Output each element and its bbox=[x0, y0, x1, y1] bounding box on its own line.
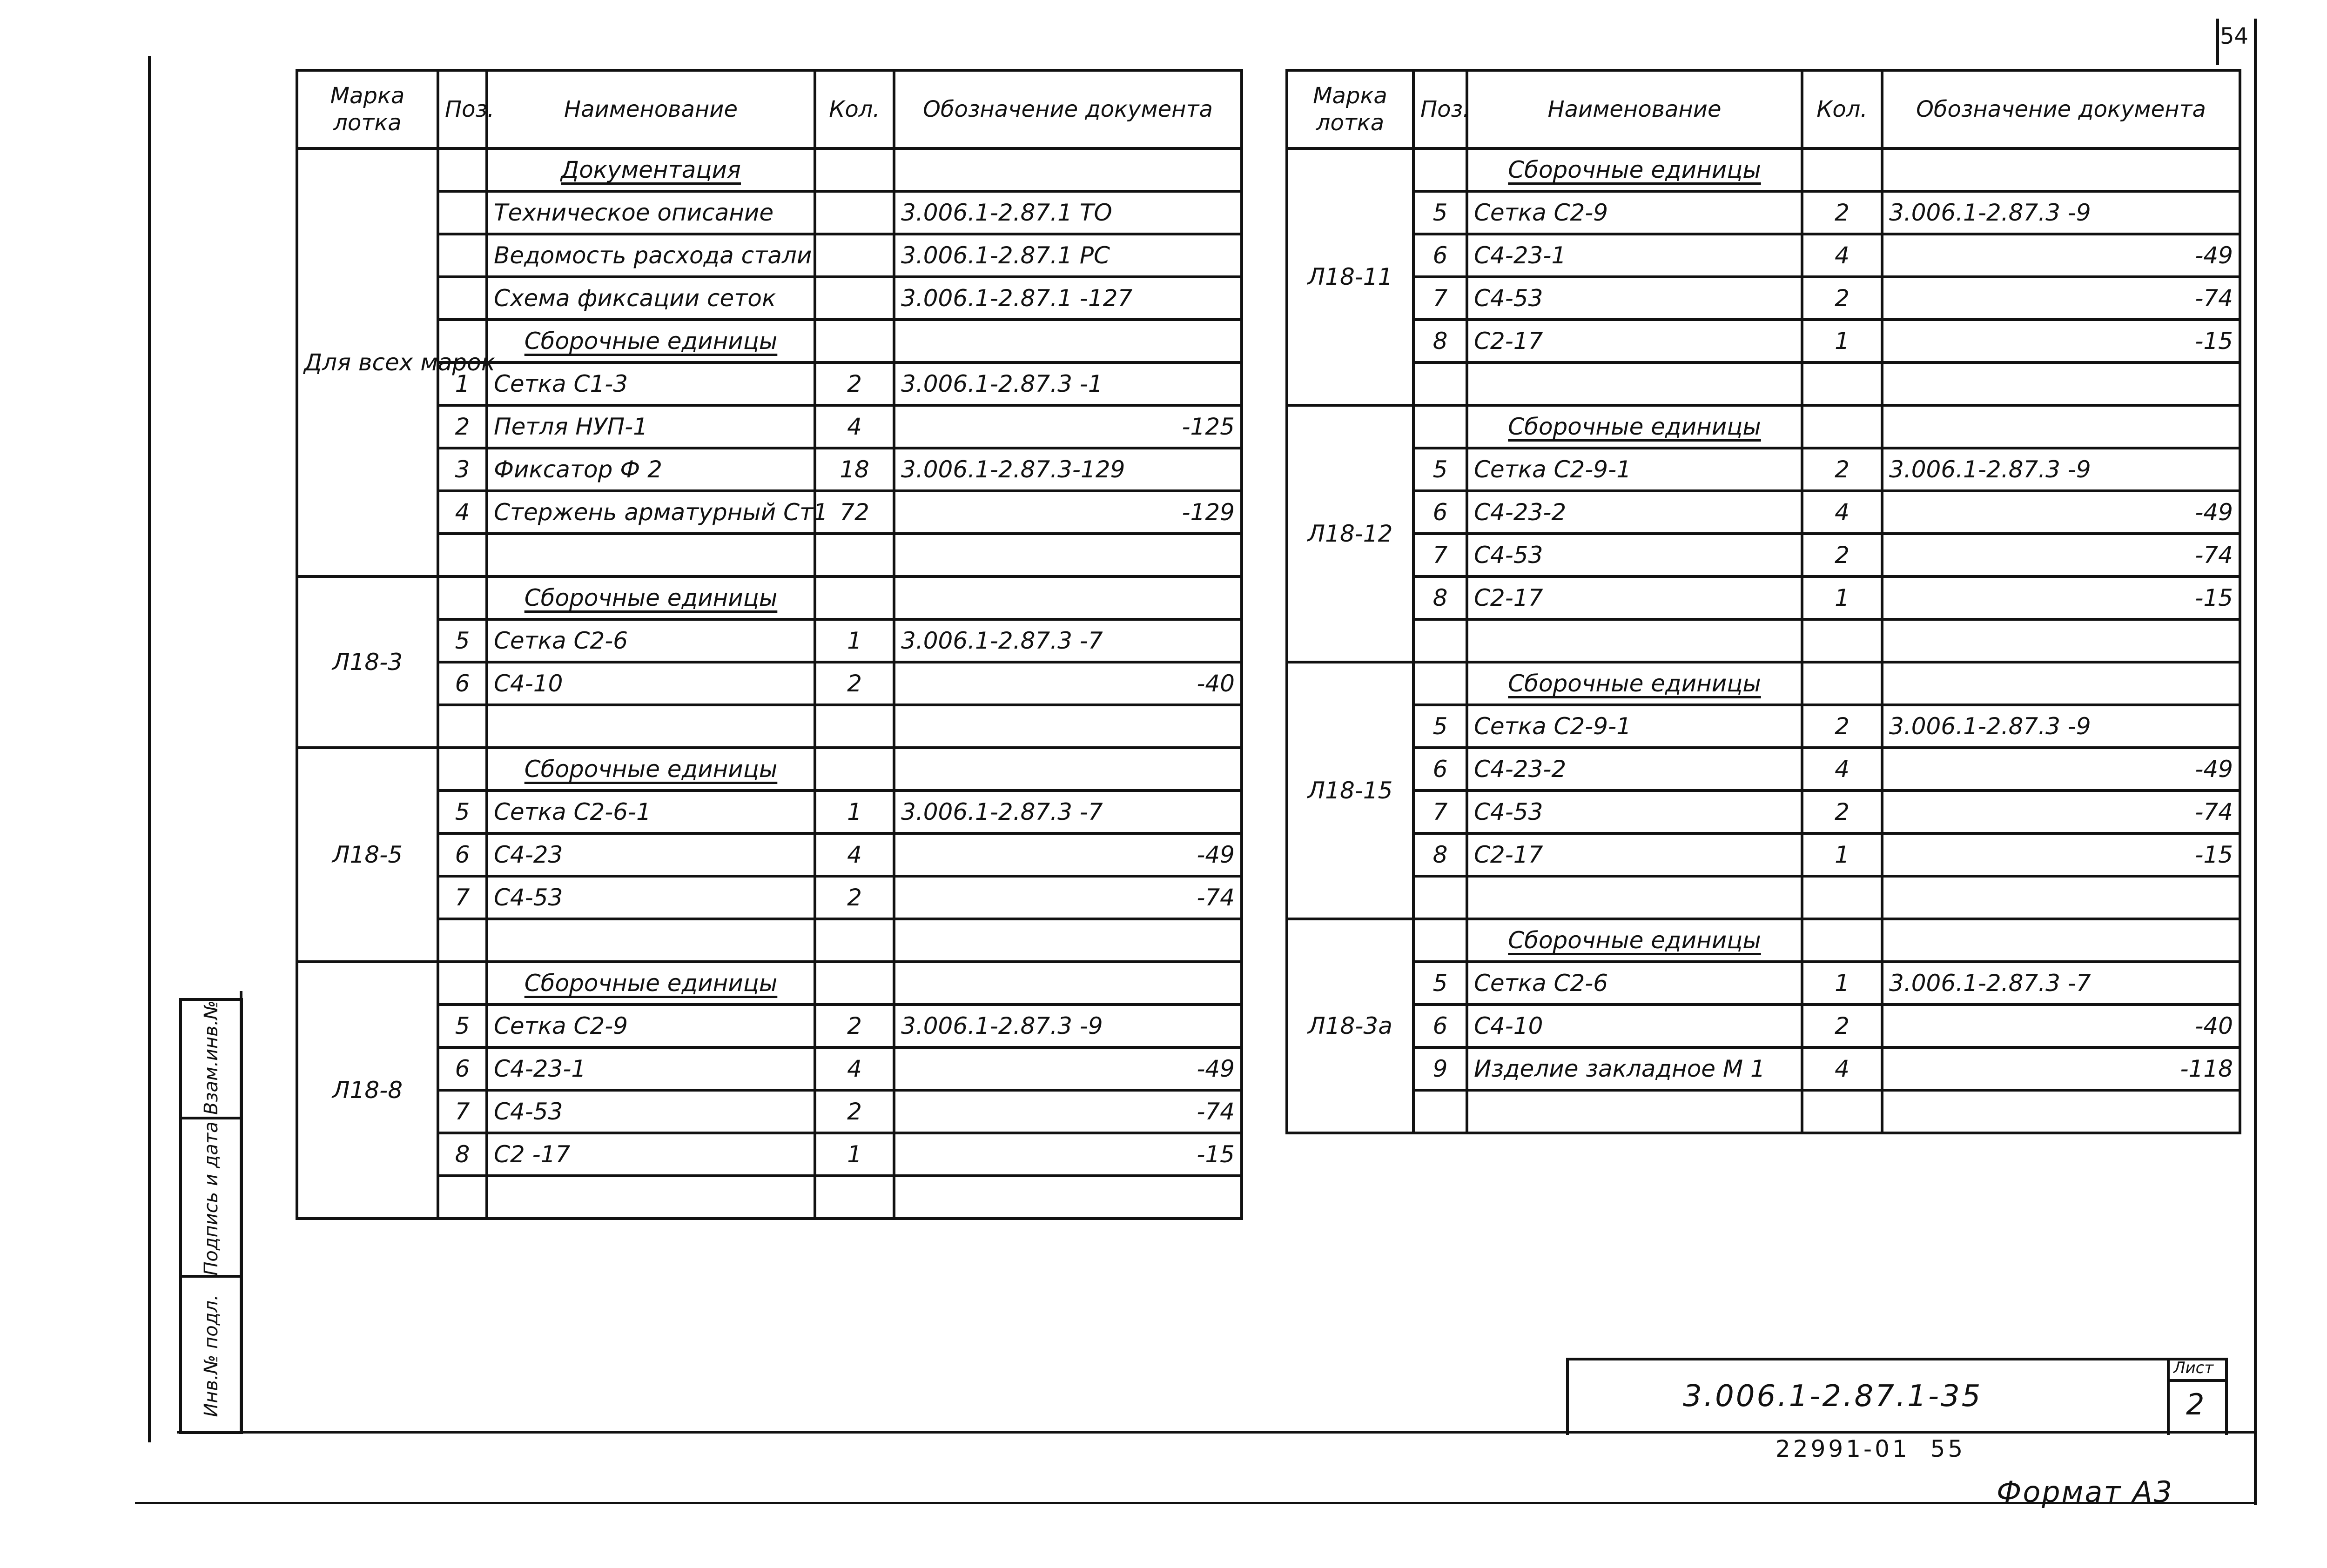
name-cell bbox=[487, 705, 815, 748]
qty-cell: 72 bbox=[815, 491, 894, 534]
table-row bbox=[297, 619, 1242, 662]
name-cell: С4-23 bbox=[487, 833, 815, 876]
qty-cell: 2 bbox=[1802, 191, 1882, 234]
mark-cell: Л18-8 bbox=[297, 962, 438, 1219]
doc-cell: -49 bbox=[1882, 748, 2240, 791]
mark-cell: Л18-15 bbox=[1287, 662, 1413, 919]
name-cell: Сборочные единицы bbox=[1467, 405, 1802, 448]
pos-cell: 8 bbox=[438, 1133, 487, 1176]
name-cell: Сборочные единицы bbox=[487, 320, 815, 362]
doc-cell: 3.006.1-2.87.3-129 bbox=[894, 448, 1242, 491]
doc-cell: 3.006.1-2.87.3 -7 bbox=[1882, 962, 2240, 1005]
doc-cell bbox=[894, 962, 1242, 1005]
table-row bbox=[297, 1047, 1242, 1090]
doc-cell bbox=[894, 919, 1242, 962]
header-row bbox=[1287, 70, 2240, 148]
doc-cell: -15 bbox=[1882, 576, 2240, 619]
qty-cell: 18 bbox=[815, 448, 894, 491]
header-mark: Марка лотка bbox=[1287, 70, 1413, 148]
mark-cell: Л18-12 bbox=[1287, 405, 1413, 662]
pos-cell: 9 bbox=[1413, 1047, 1467, 1090]
doc-cell: -49 bbox=[1882, 234, 2240, 277]
qty-cell bbox=[1802, 148, 1882, 191]
doc-cell: -49 bbox=[894, 833, 1242, 876]
table-row bbox=[297, 876, 1242, 919]
table-row bbox=[297, 448, 1242, 491]
header-qty: Кол. bbox=[1802, 70, 1882, 148]
sheet-box bbox=[2167, 1358, 2225, 1435]
name-cell: С4-53 bbox=[1467, 277, 1802, 320]
name-cell bbox=[487, 534, 815, 576]
table-row bbox=[1287, 962, 2240, 1005]
pos-cell: 8 bbox=[1413, 833, 1467, 876]
sheet-number: 2 bbox=[2186, 1387, 2205, 1421]
name-cell: Техническое описание bbox=[487, 191, 815, 234]
header-pos: Поз. bbox=[438, 70, 487, 148]
doc-cell: -49 bbox=[1882, 491, 2240, 534]
pos-cell bbox=[438, 1176, 487, 1219]
doc-cell: -125 bbox=[894, 405, 1242, 448]
pos-cell bbox=[438, 919, 487, 962]
pos-cell bbox=[438, 148, 487, 191]
qty-cell: 2 bbox=[1802, 534, 1882, 576]
pos-cell: 6 bbox=[1413, 1005, 1467, 1047]
name-cell: Сетка С2-6-1 bbox=[487, 791, 815, 833]
pos-cell: 7 bbox=[1413, 534, 1467, 576]
qty-cell: 2 bbox=[815, 1005, 894, 1047]
name-cell: С4-23-1 bbox=[1467, 234, 1802, 277]
qty-cell bbox=[815, 919, 894, 962]
pos-cell bbox=[438, 748, 487, 791]
doc-cell: -40 bbox=[894, 662, 1242, 705]
qty-cell bbox=[1802, 662, 1882, 705]
pos-cell: 7 bbox=[1413, 791, 1467, 833]
name-cell: Сборочные единицы bbox=[1467, 919, 1802, 962]
header-name: Наименование bbox=[1467, 70, 1802, 148]
table-row bbox=[1287, 791, 2240, 833]
table-row bbox=[297, 277, 1242, 320]
table-row bbox=[1287, 619, 2240, 662]
table-row bbox=[1287, 234, 2240, 277]
frame-right-line bbox=[2254, 19, 2257, 1505]
qty-cell bbox=[815, 320, 894, 362]
name-cell: Сборочные единицы bbox=[487, 962, 815, 1005]
name-cell: С4-10 bbox=[487, 662, 815, 705]
name-cell bbox=[487, 919, 815, 962]
doc-cell: 3.006.1-2.87.3 -7 bbox=[894, 619, 1242, 662]
name-cell: Сборочные единицы bbox=[487, 576, 815, 619]
qty-cell: 2 bbox=[1802, 448, 1882, 491]
qty-cell: 1 bbox=[1802, 576, 1882, 619]
qty-cell bbox=[815, 962, 894, 1005]
name-cell bbox=[1467, 619, 1802, 662]
table-row bbox=[297, 191, 1242, 234]
name-cell: С4-23-2 bbox=[1467, 491, 1802, 534]
table-row bbox=[1287, 534, 2240, 576]
format-label: Формат А3 bbox=[1997, 1475, 2174, 1509]
pos-cell bbox=[1413, 919, 1467, 962]
doc-cell: 3.006.1-2.87.3 -7 bbox=[894, 791, 1242, 833]
table-row bbox=[297, 1090, 1242, 1133]
mark-cell: Л18-5 bbox=[297, 748, 438, 962]
table-row bbox=[297, 576, 1242, 619]
qty-cell bbox=[815, 191, 894, 234]
name-cell: Стержень арматурный Ст1 bbox=[487, 491, 815, 534]
left-spec-table bbox=[296, 69, 1243, 1220]
mark-cell: Л18-3а bbox=[1287, 919, 1413, 1133]
side-stamp-replacement-label: Взам.инв.№ bbox=[200, 1000, 222, 1115]
name-cell: С4-53 bbox=[1467, 791, 1802, 833]
qty-cell: 4 bbox=[815, 1047, 894, 1090]
qty-cell: 1 bbox=[815, 1133, 894, 1176]
header-row bbox=[297, 70, 1242, 148]
frame-left-line bbox=[148, 56, 151, 1442]
name-cell: С4-53 bbox=[487, 876, 815, 919]
doc-cell bbox=[1882, 1090, 2240, 1133]
name-cell bbox=[1467, 1090, 1802, 1133]
doc-cell bbox=[1882, 148, 2240, 191]
doc-cell: -74 bbox=[1882, 534, 2240, 576]
qty-cell: 4 bbox=[1802, 1047, 1882, 1090]
pos-cell: 6 bbox=[1413, 234, 1467, 277]
name-cell: С4-53 bbox=[487, 1090, 815, 1133]
table-row bbox=[1287, 1005, 2240, 1047]
doc-cell: -15 bbox=[1882, 833, 2240, 876]
mark-cell: Л18-3 bbox=[297, 576, 438, 748]
table-row bbox=[297, 1005, 1242, 1047]
pos-cell bbox=[1413, 876, 1467, 919]
header-qty: Кол. bbox=[815, 70, 894, 148]
sheet-label: Лист bbox=[2173, 1359, 2214, 1377]
doc-cell bbox=[894, 1176, 1242, 1219]
table-row bbox=[1287, 919, 2240, 962]
table-row bbox=[1287, 448, 2240, 491]
pos-cell: 4 bbox=[438, 491, 487, 534]
doc-cell bbox=[1882, 876, 2240, 919]
table-row bbox=[1287, 320, 2240, 362]
name-cell: Сетка С1-3 bbox=[487, 362, 815, 405]
doc-cell: -74 bbox=[1882, 791, 2240, 833]
pos-cell bbox=[438, 705, 487, 748]
table-row bbox=[1287, 1047, 2240, 1090]
pos-cell: 3 bbox=[438, 448, 487, 491]
name-cell bbox=[1467, 362, 1802, 405]
table-row bbox=[1287, 833, 2240, 876]
doc-cell: -49 bbox=[894, 1047, 1242, 1090]
table-row bbox=[1287, 191, 2240, 234]
name-cell: Сетка С2-6 bbox=[1467, 962, 1802, 1005]
doc-cell: 3.006.1-2.87.3 -9 bbox=[894, 1005, 1242, 1047]
table-row bbox=[297, 491, 1242, 534]
doc-cell: 3.006.1-2.87.3 -9 bbox=[1882, 191, 2240, 234]
pos-cell bbox=[1413, 619, 1467, 662]
name-cell: Сборочные единицы bbox=[487, 748, 815, 791]
qty-cell: 2 bbox=[1802, 277, 1882, 320]
pos-cell bbox=[438, 277, 487, 320]
pos-cell: 8 bbox=[1413, 320, 1467, 362]
doc-cell bbox=[1882, 919, 2240, 962]
qty-cell: 4 bbox=[1802, 748, 1882, 791]
pos-cell: 5 bbox=[438, 1005, 487, 1047]
frame-top-right-line bbox=[2216, 19, 2219, 65]
qty-cell bbox=[1802, 876, 1882, 919]
pos-cell: 6 bbox=[438, 833, 487, 876]
side-stamp-signature-label: Подпись и дата bbox=[200, 1121, 222, 1276]
doc-cell: -129 bbox=[894, 491, 1242, 534]
table-row bbox=[1287, 576, 2240, 619]
doc-cell bbox=[894, 576, 1242, 619]
table-row bbox=[1287, 148, 2240, 191]
doc-cell bbox=[1882, 662, 2240, 705]
name-cell: С2-17 bbox=[1467, 833, 1802, 876]
qty-cell bbox=[1802, 1090, 1882, 1133]
qty-cell: 1 bbox=[815, 791, 894, 833]
name-cell: Схема фиксации сеток bbox=[487, 277, 815, 320]
table-row bbox=[1287, 876, 2240, 919]
table-row bbox=[1287, 662, 2240, 705]
name-cell: С4-10 bbox=[1467, 1005, 1802, 1047]
name-cell: С4-23-1 bbox=[487, 1047, 815, 1090]
pos-cell bbox=[438, 576, 487, 619]
qty-cell: 4 bbox=[1802, 491, 1882, 534]
name-cell: Сборочные единицы bbox=[1467, 148, 1802, 191]
name-cell bbox=[487, 1176, 815, 1219]
pos-cell bbox=[438, 191, 487, 234]
doc-cell: -74 bbox=[894, 1090, 1242, 1133]
page-number: 54 bbox=[2220, 23, 2249, 49]
pos-cell: 5 bbox=[1413, 705, 1467, 748]
name-cell: Ведомость расхода стали bbox=[487, 234, 815, 277]
table-row bbox=[297, 962, 1242, 1005]
doc-cell: 3.006.1-2.87.1 РС bbox=[894, 234, 1242, 277]
pos-cell bbox=[1413, 148, 1467, 191]
name-cell: С4-53 bbox=[1467, 534, 1802, 576]
pos-cell bbox=[1413, 362, 1467, 405]
order-number: 22991-01 55 bbox=[1776, 1435, 1966, 1462]
doc-cell bbox=[894, 748, 1242, 791]
pos-cell: 6 bbox=[1413, 748, 1467, 791]
name-cell: С4-23-2 bbox=[1467, 748, 1802, 791]
side-stamp-inventory-label: Инв.№ подл. bbox=[200, 1294, 222, 1417]
name-cell: Петля НУП-1 bbox=[487, 405, 815, 448]
table-row bbox=[1287, 405, 2240, 448]
qty-cell: 1 bbox=[1802, 962, 1882, 1005]
doc-cell: -15 bbox=[894, 1133, 1242, 1176]
header-pos: Поз. bbox=[1413, 70, 1467, 148]
table-row bbox=[1287, 1090, 2240, 1133]
qty-cell: 2 bbox=[815, 662, 894, 705]
table-row bbox=[297, 748, 1242, 791]
table-row bbox=[1287, 705, 2240, 748]
doc-cell bbox=[1882, 405, 2240, 448]
name-cell: Сетка С2-9 bbox=[1467, 191, 1802, 234]
doc-cell bbox=[1882, 362, 2240, 405]
name-cell: Сетка С2-6 bbox=[487, 619, 815, 662]
pos-cell: 7 bbox=[438, 1090, 487, 1133]
qty-cell bbox=[815, 576, 894, 619]
mark-cell: Для всех марок bbox=[297, 148, 438, 576]
qty-cell: 1 bbox=[815, 619, 894, 662]
table-row bbox=[1287, 748, 2240, 791]
table-row bbox=[297, 148, 1242, 191]
qty-cell: 2 bbox=[1802, 705, 1882, 748]
pos-cell bbox=[1413, 662, 1467, 705]
doc-cell: -74 bbox=[894, 876, 1242, 919]
name-cell: С2-17 bbox=[1467, 576, 1802, 619]
name-cell: Изделие закладное М 1 bbox=[1467, 1047, 1802, 1090]
qty-cell: 1 bbox=[1802, 320, 1882, 362]
table-row bbox=[297, 534, 1242, 576]
table-row bbox=[297, 833, 1242, 876]
table-row bbox=[1287, 362, 2240, 405]
table-row bbox=[1287, 277, 2240, 320]
pos-cell: 6 bbox=[438, 662, 487, 705]
header-name: Наименование bbox=[487, 70, 815, 148]
frame-outer-bottom-line bbox=[135, 1502, 2257, 1504]
pos-cell: 5 bbox=[1413, 962, 1467, 1005]
pos-cell: 7 bbox=[438, 876, 487, 919]
qty-cell: 2 bbox=[815, 362, 894, 405]
doc-cell: -118 bbox=[1882, 1047, 2240, 1090]
doc-cell: 3.006.1-2.87.1 -127 bbox=[894, 277, 1242, 320]
header-doc: Обозначение документа bbox=[1882, 70, 2240, 148]
doc-cell: -74 bbox=[1882, 277, 2240, 320]
name-cell: Фиксатор Ф 2 bbox=[487, 448, 815, 491]
pos-cell: 6 bbox=[1413, 491, 1467, 534]
pos-cell: 2 bbox=[438, 405, 487, 448]
table-row bbox=[297, 791, 1242, 833]
qty-cell: 1 bbox=[1802, 833, 1882, 876]
qty-cell bbox=[1802, 362, 1882, 405]
table-row bbox=[297, 919, 1242, 962]
doc-cell: 3.006.1-2.87.3 -9 bbox=[1882, 448, 2240, 491]
table-row bbox=[297, 405, 1242, 448]
qty-cell bbox=[815, 1176, 894, 1219]
qty-cell: 4 bbox=[815, 405, 894, 448]
qty-cell bbox=[815, 234, 894, 277]
pos-cell: 1 bbox=[438, 362, 487, 405]
doc-cell bbox=[1882, 619, 2240, 662]
doc-cell bbox=[894, 705, 1242, 748]
table-row bbox=[297, 1176, 1242, 1219]
document-designation: 3.006.1-2.87.1-35 bbox=[1683, 1379, 1983, 1414]
pos-cell bbox=[438, 962, 487, 1005]
name-cell: С2 -17 bbox=[487, 1133, 815, 1176]
pos-cell bbox=[1413, 405, 1467, 448]
qty-cell: 4 bbox=[1802, 234, 1882, 277]
pos-cell: 5 bbox=[1413, 191, 1467, 234]
table-row bbox=[297, 1133, 1242, 1176]
header-doc: Обозначение документа bbox=[894, 70, 1242, 148]
name-cell: С2-17 bbox=[1467, 320, 1802, 362]
table-row bbox=[297, 705, 1242, 748]
qty-cell bbox=[815, 148, 894, 191]
pos-cell: 8 bbox=[1413, 576, 1467, 619]
pos-cell: 6 bbox=[438, 1047, 487, 1090]
pos-cell bbox=[1413, 1090, 1467, 1133]
qty-cell bbox=[1802, 405, 1882, 448]
name-cell bbox=[1467, 876, 1802, 919]
qty-cell bbox=[815, 748, 894, 791]
qty-cell bbox=[1802, 919, 1882, 962]
doc-cell bbox=[894, 148, 1242, 191]
qty-cell bbox=[815, 277, 894, 320]
name-cell: Документация bbox=[487, 148, 815, 191]
qty-cell: 2 bbox=[1802, 1005, 1882, 1047]
doc-cell bbox=[894, 534, 1242, 576]
qty-cell: 2 bbox=[815, 1090, 894, 1133]
qty-cell bbox=[815, 534, 894, 576]
pos-cell: 5 bbox=[1413, 448, 1467, 491]
doc-cell: -40 bbox=[1882, 1005, 2240, 1047]
table-row bbox=[297, 662, 1242, 705]
pos-cell: 7 bbox=[1413, 277, 1467, 320]
doc-cell: 3.006.1-2.87.3 -9 bbox=[1882, 705, 2240, 748]
name-cell: Сетка С2-9 bbox=[487, 1005, 815, 1047]
pos-cell: 5 bbox=[438, 619, 487, 662]
pos-cell: 5 bbox=[438, 791, 487, 833]
qty-cell: 4 bbox=[815, 833, 894, 876]
doc-cell: -15 bbox=[1882, 320, 2240, 362]
table-row bbox=[297, 234, 1242, 277]
qty-cell: 2 bbox=[815, 876, 894, 919]
mark-cell: Л18-11 bbox=[1287, 148, 1413, 405]
doc-cell: 3.006.1-2.87.3 -1 bbox=[894, 362, 1242, 405]
right-spec-table bbox=[1285, 69, 2241, 1134]
name-cell: Сетка С2-9-1 bbox=[1467, 448, 1802, 491]
pos-cell bbox=[438, 234, 487, 277]
side-stamp bbox=[179, 998, 243, 1434]
name-cell: Сетка С2-9-1 bbox=[1467, 705, 1802, 748]
doc-cell: 3.006.1-2.87.1 ТО bbox=[894, 191, 1242, 234]
table-row bbox=[1287, 491, 2240, 534]
title-block bbox=[1566, 1358, 2228, 1435]
qty-cell bbox=[815, 705, 894, 748]
qty-cell: 2 bbox=[1802, 791, 1882, 833]
header-mark: Марка лотка bbox=[297, 70, 438, 148]
doc-cell bbox=[894, 320, 1242, 362]
pos-cell bbox=[438, 534, 487, 576]
qty-cell bbox=[1802, 619, 1882, 662]
name-cell: Сборочные единицы bbox=[1467, 662, 1802, 705]
